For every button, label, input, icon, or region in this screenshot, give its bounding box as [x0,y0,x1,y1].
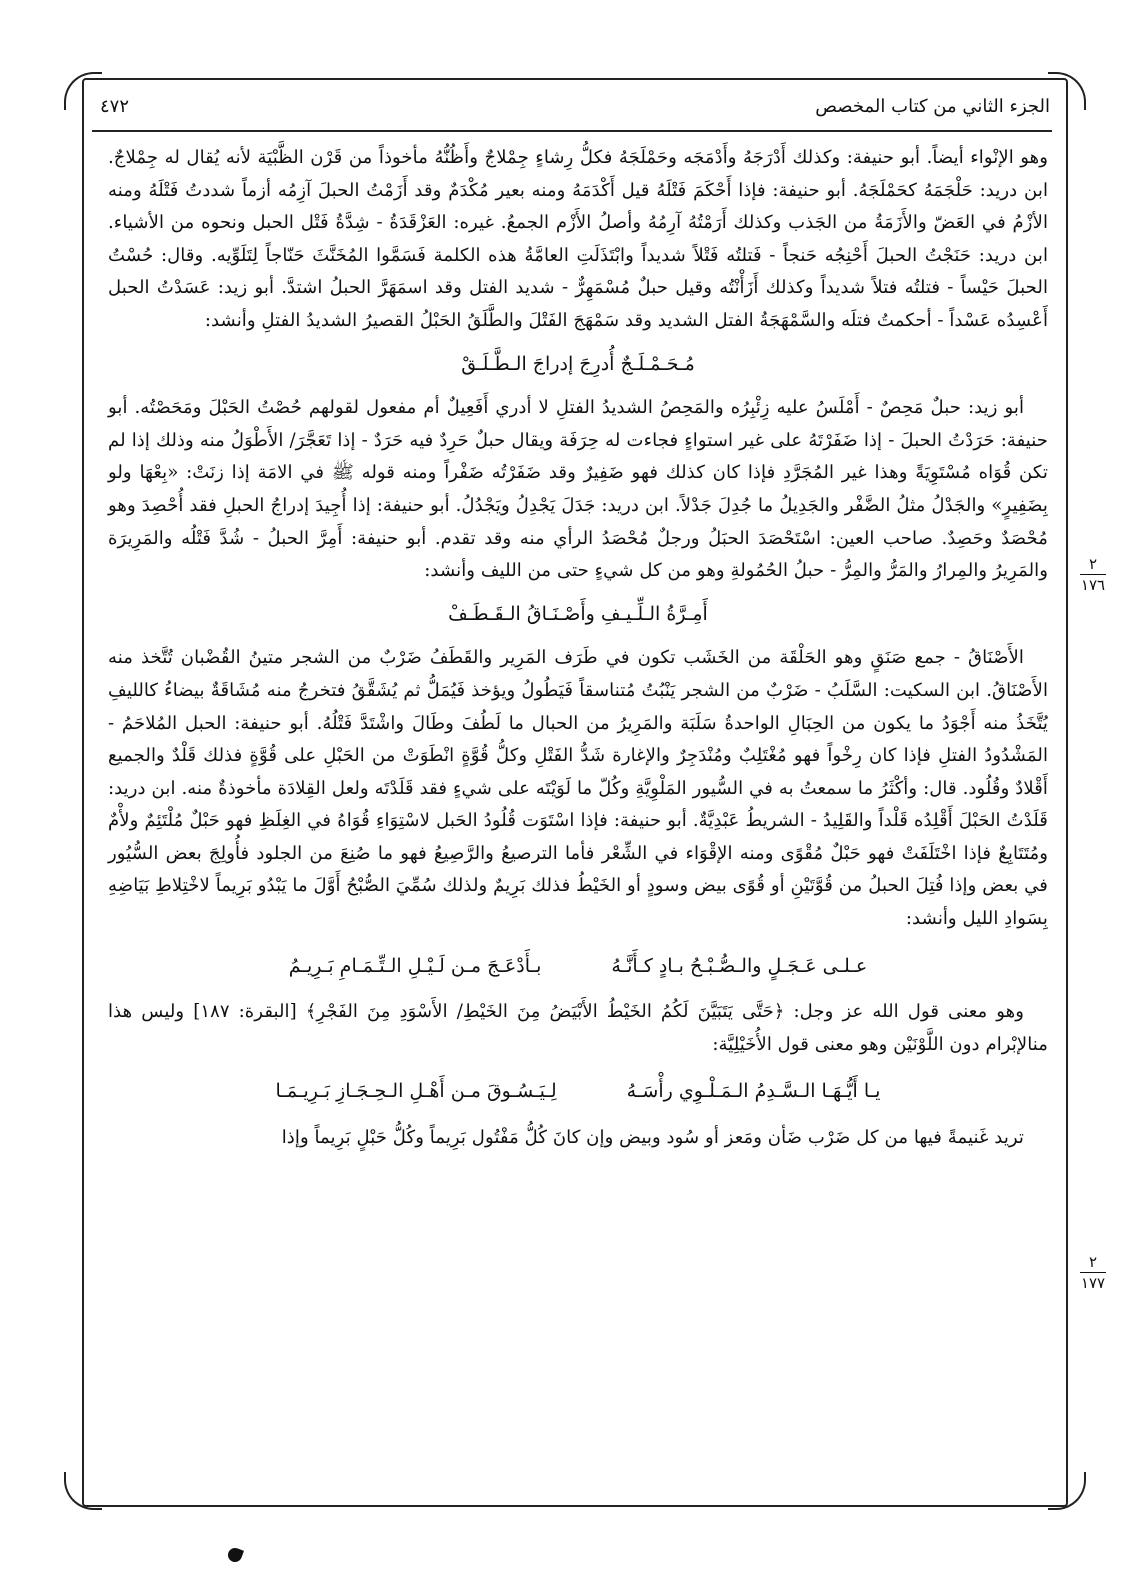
verse-3 [108,950,1048,983]
page-header [100,88,1050,124]
margin-note-2 [1076,1254,1110,1291]
paragraph-5: تريد غَنيمةً فيها من كل ضَرْب ضَأن ومَعز أو سُود وبيض وإن كانَ كُلُّ مَفْتُول بَرِيماً وكُلُّ حَبْلٍ بَرِيماً وإذا [281,1127,1024,1149]
margin-note-2-top: ٢ [1088,1253,1098,1271]
margin-note-1-top: ٢ [1088,555,1098,573]
margin-note-1 [1076,556,1110,593]
verse-4-second-hemistich: لِـيَـسُـوقَ مـن أَهْـلِ الـحِـجَـازِ بَـرِيـمَـا [275,1080,557,1103]
paragraph-4: وهو معنى قول الله عز وجل: ﴿حَتَّى يَتَبَيَّنَ لَكُمُ الخَيْطُ الأَبْيَضُ مِنَ الخَيْطِ/ الأَسْوَدِ مِنَ الفَجْرِ﴾ [البقرة: ١٨٧] وليس هذا منالإبْرام دون اللَّوْنَيْن وهو معنى قول الأُخَيْلِيَّة: [108,1001,1048,1055]
header-rule [92,130,1052,132]
page-number: ٤٧٢ [100,95,130,117]
verse-4-first-hemistich: يـا أَيُّـهَـا الـسَّـدِمُ الـمَـلْـوِي رأْسَـهُ [626,1080,881,1103]
paragraph-3: الأَصْنَاقُ - جمع صَنَقٍ وهو الحَلْقَة من الخَشَب تكون في طَرَف المَرِير والقَطَفُ ضَرْبٌ من الشجر متينُ القُضْبان تُتَّخذ منه الأَصْنَاقُ. ابن السكيت: السَّلَبُ - ضَرْبٌ من الشجر يَنْبُتُ مُتناسقاً فَيَطُولُ ويؤخذ فَيُمَلُّ ثم يُشَقَّقُ فتخرجُ منه مُشَاقَةٌ بيضاءُ كالليفِ يُتَّخَذُ منه أَجْوَدُ ما يكون من الحِبَالِ الواحدةُ سَلَبَة والمَرِيرُ من الحبال ما لَطُفَ وطَالَ واشْتَدَّ فَتْلُهُ. أبو حنيفة: الحبل المُلاحَمُ - المَشْدُودُ الفتلِ فإذا كان رِخْواً فهو مُغْتَلِبٌ ومُنْدَجِرٌ والإغارة شَدُّ الفَتْلِ وكلُّ قُوَّةٍ انْطَوَتْ من الحَبْلِ على قُوَّةٍ فذلك قَلْدٌ والجميع أَقْلادٌ وقُلُود. قال: وأكْثَرُ ما سمعتُ به في السُّيور المَلْوِيَّةِ وكُلّ ما لَوَيْتَه على شيءٍ فقد قَلَدْتَه ولعل القِلادَة مأخوذةٌ منه. ابن دريد: قَلَدْتُ الحَبْلَ أَقْلِدُه قَلْداً والقَلِيدُ - الشريطُ عَبْدِيَّةٌ. أبو حنيفة: فإذا اسْتَوَت قُلُودُ الحَبل لاسْتِوَاءِ قُوَاهُ في الغِلَظِ فهو حَبْلٌ مُلْتَئِمٌ ولأْمٌ ومُتَتَابِعٌ فإذا اخْتَلَفَتْ فهو حَبْلٌ مُقْوًى ومنه الإقْوَاء في الشِّعْر فأما الترصيعُ والرَّصِيعُ فهو ما صُنِعَ من الجلود فأُولِجَ بعض السُّيُور في بعض وإذا فُتِلَ الحبلُ من قُوَّتَيْنِ أو قُوًى بيض وسودٍ أو الخَيْطُ فذلك بَرِيمٌ ولذلك سُمِّيَ الصُّبْحُ أَوَّلَ ما يَبْدُو بَرِيماً لاخْتِلاطِ بَيَاضِهِ بِسَوادِ الليل وأنشد: [108,647,1048,930]
paragraph-1: وهو الإنْواء أيضاً. أبو حنيفة: وكذلك أَدْرَجَهُ وأَدْمَجَه وحَمْلَجَهُ فكلُّ رِشاءٍ جِمْلاجٌ وأَظُنُّهُ مأخوذاً من قَرْن الظَّبْيَة لأنه يُقال له جِمْلاجٌ. ابن دريد: حَلْجَمَهُ كحَمْلَجَهُ. أبو حنيفة: فإذا أَحْكَمَ فَتْلَهُ قيل أَكْدَمَهُ ومنه بعير مُكْدَمٌ وقد أَزَمْتُ الحبلَ آزِمُه أزماً شددتُ فَتْلَهُ ومنه الأزْمُ في العَضّ والأَزَمَةُ من الجَذب وكذلك أَرَمْتُهُ آرِمُهُ وأصلُ الأَزْم الجمعُ. غيره: العَزْقَدَةُ - شِدَّةُ فَتْل الحبل ونحوه من الأشياء. ابن دريد: حَنَجْتُ الحبلَ أَحْنِجُه حَنجاً - فَتلتُه فَتْلاً شديداً وابْتَذَلَتِ العامَّةُ هذه الكلمة فَسَمَّوا المُخَنَّثَ حَنّاجاً لِتَلَوِّيه. وقال: حُسْتُ الحبلَ حَيْساً - فتلتُه فتلاً شديداً وكذلك أَزَأْنْتُه وقيل حبلٌ مُسْمَهِرٌّ - شديد الفتل وقد اسمَهَرَّ الحبلُ اشتدَّ. أبو زيد: عَسَدْتُ الحبل أَعْسِدُه عَسْداً - أحكمتُ فتلَه والسَّمْهَجَةُ الفتل الشديد وقد سَمْهَجَ الفَتْلَ والطَّلَقُ الحَبْلُ القصيرُ الشديدُ الفتلِ وأنشد: [108,147,1048,331]
margin-note-1-bottom: ١٧٦ [1080,576,1106,594]
margin-note-2-bar [1080,1272,1106,1273]
verse-4 [108,1075,1048,1108]
margin-note-2-bottom: ١٧٧ [1080,1274,1106,1292]
verse-1: مُـحَـمْـلَـجٌ أُدرِجَ إدراجَ الـطَّـلَـقْ [461,352,695,375]
header-title: الجزء الثاني من كتاب المخصص [815,95,1050,117]
verse-3-first-hemistich: عـلـى عَـجَـلٍ والـصُّـبْـحُ بـادٍ كـأَنَّـهُ [611,954,868,977]
verse-3-second-hemistich: بـأَدْعَـجَ مـن لَـيْـلِ الـتِّـمَـامِ بَـرِيـمُ [288,954,542,977]
margin-note-1-bar [1080,574,1106,575]
main-text [108,142,1048,1155]
verse-2: أَمِـرَّةُ الـلِّـيـفِ وأَصْـنَـاقُ الـقَـطَـفْ [448,602,708,625]
paragraph-2: أبو زيد: حبلٌ مَحِصٌ - أَمْلَسُ عليه زِئْبِرُه والمَحِصُ الشديدُ الفتلِ لا أدري أَفَعِيلٌ أم مفعول لقولهم حُصْتُ الحَبْلَ ومَحَصْتُه. أبو حنيفة: حَرَدْتُ الحبلَ - إذا ضَفَرْتَهُ على غير استواءٍ فجاءت له حِرَفَة ويقال حبلٌ حَرِدٌ فيه حَرَدٌ - إذا تَعَجَّرَ/ الأَطْوَلُ منه وذلك إذا لم تكن قُوَاه مُسْتَوِيَةً وهذا غير المُجَرَّدِ فإذا كان كذلك فهو ضَفِيرٌ وقد ضَفَرْتُه ضَفْراً ومنه قوله ﷺ في الامَة إذا زنَتْ: «بِعْهَا ولو بِضَفِيرٍ» والجَدْلُ مثلُ الضَّفْر والجَدِيلُ ما جُدِلَ جَدْلاً. ابن دريد: جَدَلَ يَجْدِلُ ويَجْدُلُ. أبو حنيفة: إذا أُجِيدَ إدراجُ الحبلِ فقد أُحْصِدَ وهو مُحْصَدٌ وحَصِدٌ. صاحب العين: اسْتَحْصَدَ الحبَلُ ورجلٌ مُحْصَدُ الرأي منه وقد تقدم. أبو حنيفة: أَمِرَّ الحبلُ - شُدَّ فَتْلُه والمَرِيرَة والمَرِيرُ والمِرارُ والمَرُّ والمِرُّ - حبلُ الحُمُولةِ وهو من كل شيءٍ حتى من الليف وأنشد: [108,397,1048,582]
ink-mark [226,1546,244,1564]
